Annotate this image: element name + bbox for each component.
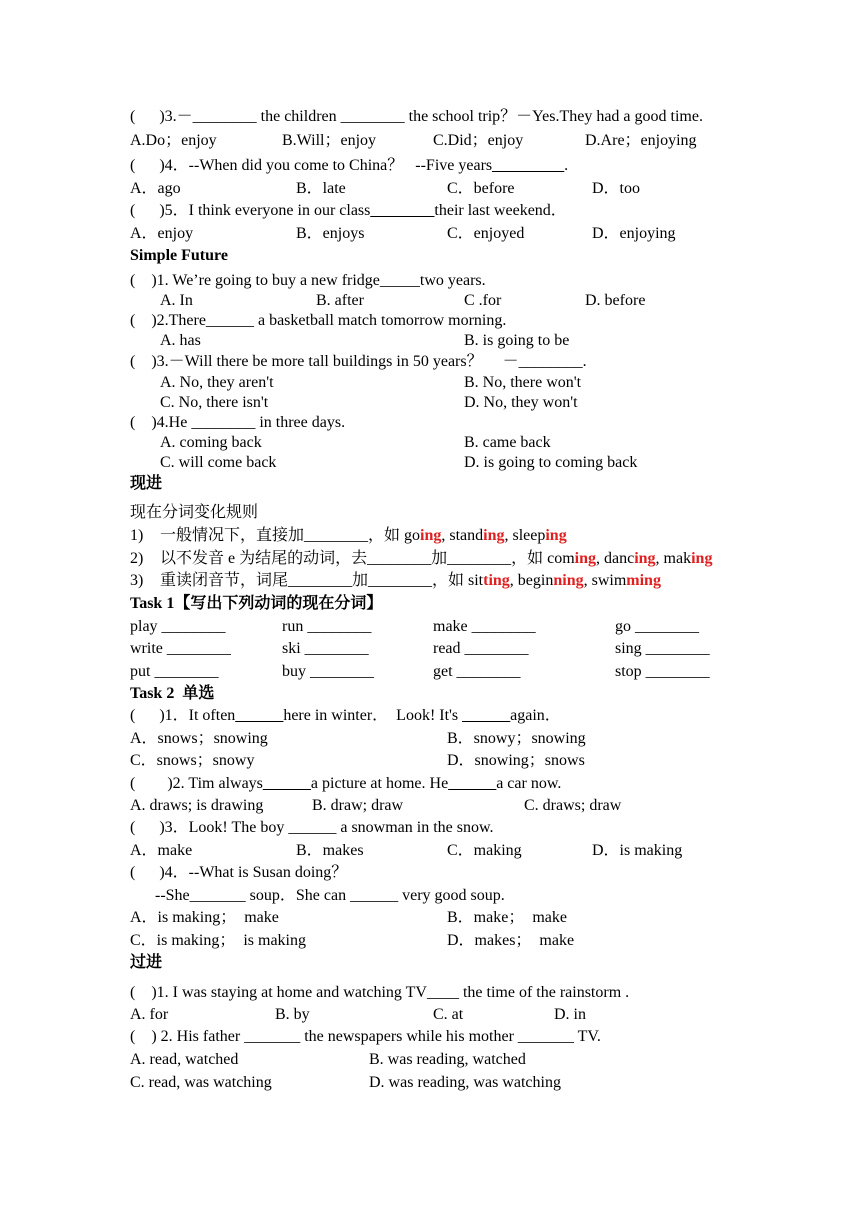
section-heading-present-progressive: 现进 (130, 475, 163, 492)
section-heading-simple-future: Simple Future (130, 247, 228, 264)
option: C．before (447, 180, 515, 197)
blank: ______ (448, 775, 497, 792)
task1-item: run ________ (282, 618, 372, 635)
option: B. draw; draw (312, 797, 404, 814)
task2-q1-stem (130, 706, 561, 726)
suffix-highlight: ning (553, 572, 584, 589)
rule-number: 1) (130, 527, 144, 544)
option: D．is making (592, 842, 683, 859)
task1-item: play ________ (130, 618, 226, 635)
task1-item: write ________ (130, 640, 231, 657)
stem-text: a picture at home. He (310, 775, 449, 792)
option: D．too (592, 180, 641, 197)
option: C. will come back (160, 454, 277, 471)
option: C．snows；snowy (130, 752, 255, 769)
suffix-highlight: ing (574, 550, 596, 567)
stem-text: ( )2. Tim always (130, 775, 263, 792)
task1-item: go ________ (615, 618, 699, 635)
task1-item: make ________ (433, 618, 536, 635)
section-heading-past-progressive: 过进 (130, 954, 163, 971)
question-stem: ( )1. I was staying at home and watching TV____ the time of the rainstorm . (130, 984, 630, 1001)
stem-text: their last weekend． (434, 202, 567, 219)
option: B．make； make (447, 909, 567, 926)
suffix-highlight: ing (483, 527, 505, 544)
rule-number: 3) (130, 572, 144, 589)
option: B. by (275, 1006, 310, 1023)
option: D. No, they won't (464, 394, 578, 411)
suffix-highlight: ing (691, 550, 713, 567)
task1-item: ski ________ (282, 640, 369, 657)
option: D. in (554, 1006, 586, 1023)
option: C. at (433, 1006, 464, 1023)
stem-text: ( )1．It often (130, 707, 236, 724)
blank: ________ (370, 202, 435, 219)
option: A. draws; is drawing (130, 797, 264, 814)
rules-title: 现在分词变化规则 (130, 504, 259, 521)
question-stem: ( )3.－Will there be more tall buildings in 50 years？ －________. (130, 353, 587, 370)
task1-item: stop ________ (615, 663, 710, 680)
example-word: , stand (441, 527, 484, 544)
option: A. has (160, 332, 201, 349)
option: A.Do；enjoy (130, 132, 217, 149)
rule-number: 2) (130, 550, 144, 567)
question-stem: ( )2.There______ a basketball match tomorrow morning. (130, 312, 507, 329)
blank: ______ (462, 707, 511, 724)
task1-item: sing ________ (615, 640, 710, 657)
option: B. No, there won't (464, 374, 582, 391)
option: D．makes； make (447, 932, 575, 949)
suffix-highlight: ming (626, 572, 661, 589)
rule-text (160, 526, 567, 546)
option: A. No, they aren't (160, 374, 274, 391)
task1-item: read ________ (433, 640, 529, 657)
option: D.Are；enjoying (585, 132, 697, 149)
option: A. In (160, 292, 193, 309)
stem-text: ( )4．--When did you come to China？ --Five years (130, 157, 493, 174)
example-word: , danc (596, 550, 635, 567)
rule-text (160, 549, 712, 569)
option: B. is going to be (464, 332, 570, 349)
stem-text: . (564, 157, 569, 174)
suffix-highlight: ting (483, 572, 510, 589)
option: D. was reading, was watching (369, 1074, 561, 1091)
task2-q4-stem: ( )4．--What is Susan doing？ (130, 864, 348, 881)
option: A．ago (130, 180, 181, 197)
task2-heading: Task 2 单选 (130, 685, 215, 702)
option: B．makes (296, 842, 364, 859)
option: C. No, there isn't (160, 394, 269, 411)
option: C．enjoyed (447, 225, 525, 242)
option: B．snowy；snowing (447, 730, 586, 747)
option: C .for (464, 292, 502, 309)
option: D．snowing；snows (447, 752, 585, 769)
stem-text: ( )5．I think everyone in our class (130, 202, 371, 219)
blank: ______ (262, 775, 311, 792)
question-4-stem (130, 156, 568, 176)
rule-body: 以不发音 e 为结尾的动词，去________加________，如 com (160, 550, 575, 567)
option: C.Did；enjoy (433, 132, 524, 149)
task1-item: buy ________ (282, 663, 374, 680)
task1-item: put ________ (130, 663, 219, 680)
option: B. after (316, 292, 364, 309)
option: A. for (130, 1006, 169, 1023)
blank: ______ (235, 707, 284, 724)
option: B．enjoys (296, 225, 365, 242)
rule-body: 一般情况下，直接加________，如 go (160, 527, 421, 544)
option: A. coming back (160, 434, 262, 451)
option: A．enjoy (130, 225, 194, 242)
option: B. was reading, watched (369, 1051, 526, 1068)
task1-item: get ________ (433, 663, 521, 680)
task2-q4-stem-line2: --She_______ soup．She can ______ very good soup. (155, 887, 505, 904)
question-5-stem (130, 201, 567, 221)
suffix-highlight: ing (420, 527, 442, 544)
option: D. is going to coming back (464, 454, 638, 471)
blank: _________ (492, 157, 565, 174)
rule-text (160, 571, 661, 591)
example-word: , sleep (504, 527, 546, 544)
task1-heading: Task 1【写出下列动词的现在分词】 (130, 595, 383, 612)
option: D．enjoying (592, 225, 676, 242)
option: B. came back (464, 434, 551, 451)
task2-q2-stem (130, 774, 561, 794)
option: B．late (296, 180, 346, 197)
option: A．is making； make (130, 909, 279, 926)
option: A. read, watched (130, 1051, 239, 1068)
stem-text: a car now. (496, 775, 562, 792)
option: C. read, was watching (130, 1074, 272, 1091)
option: C. draws; draw (524, 797, 622, 814)
question-stem: ( )4.He ________ in three days. (130, 414, 346, 431)
task2-q3-stem: ( )3．Look! The boy ______ a snowman in the snow. (130, 819, 494, 836)
suffix-highlight: ing (634, 550, 656, 567)
option: B.Will；enjoy (282, 132, 377, 149)
example-word: , mak (655, 550, 692, 567)
question-stem: ( ) 2. His father _______ the newspapers while his mother _______ TV. (130, 1028, 601, 1045)
example-word: , swim (583, 572, 627, 589)
stem-text: again． (510, 707, 561, 724)
stem-text: here in winter． Look! It's (283, 707, 463, 724)
option: A．make (130, 842, 193, 859)
option: C．is making； is making (130, 932, 307, 949)
option: A．snows；snowing (130, 730, 268, 747)
rule-body: 重读闭音节，词尾________加________，如 sit (160, 572, 484, 589)
question-3-stem: ( )3.－________ the children ________ the school trip？－Yes.They had a good time. (130, 108, 703, 125)
suffix-highlight: ing (545, 527, 567, 544)
option: D. before (585, 292, 646, 309)
question-stem: ( )1. We’re going to buy a new fridge_____two years. (130, 272, 486, 289)
option: C．making (447, 842, 522, 859)
example-word: , begin (509, 572, 554, 589)
